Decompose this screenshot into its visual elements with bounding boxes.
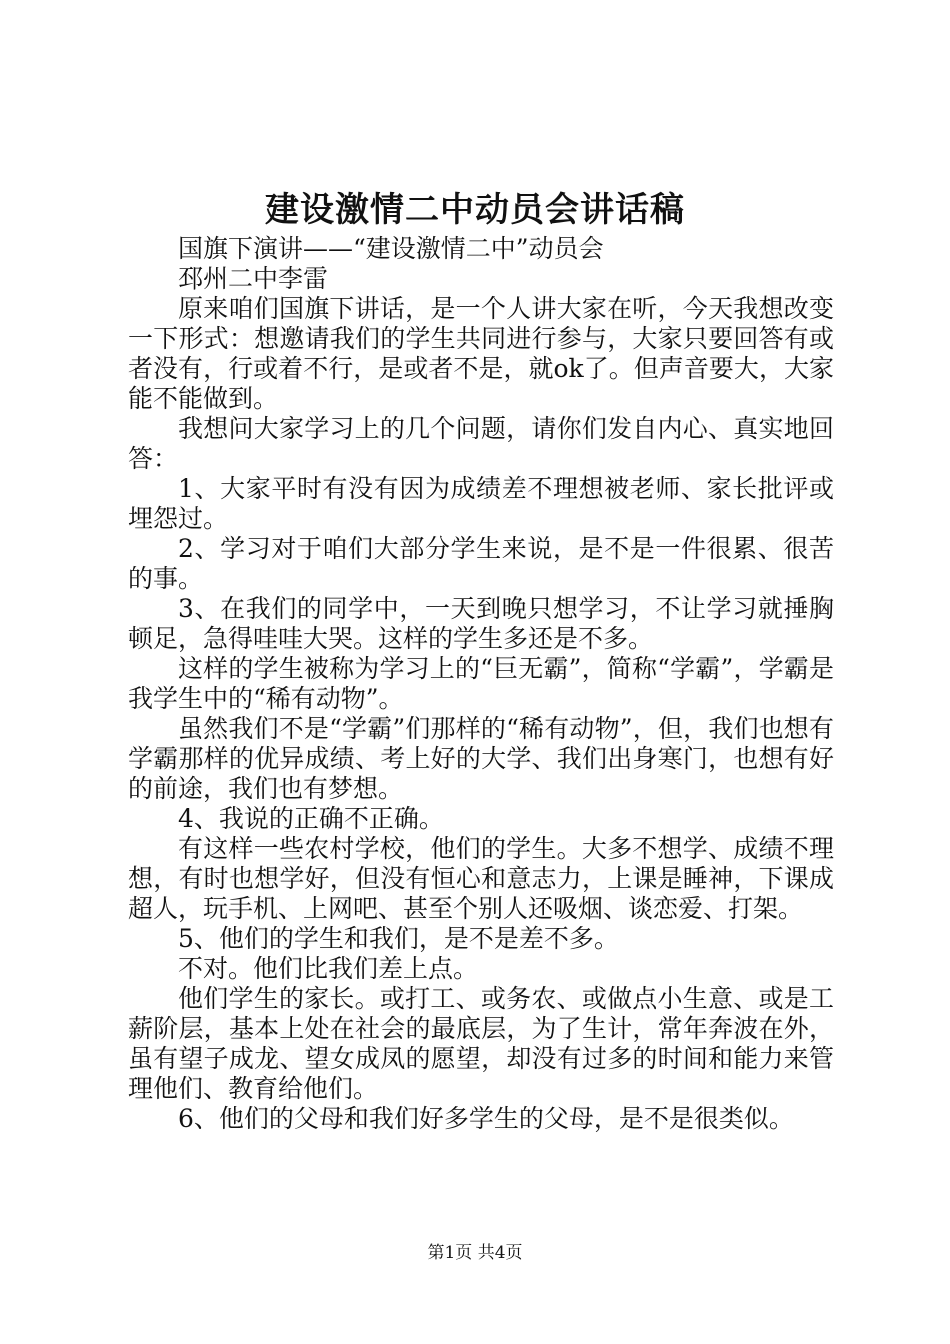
paragraph: 6、他们的父母和我们好多学生的父母，是不是很类似。 [178, 1104, 794, 1133]
paragraph: 虽然我们不是“学霸”们那样的“稀有动物”，但，我们也想有学霸那样的优异成绩、考上好的大学、我们出身寒门，也想有好的前途，我们也有梦想。 [128, 714, 834, 803]
paragraph: 国旗下演讲——“建设激情二中”动员会 [178, 234, 604, 263]
paragraph: 不对。他们比我们差上点。 [178, 954, 479, 983]
paragraph: 1、大家平时有没有因为成绩差不理想被老师、家长批评或埋怨过。 [128, 474, 834, 533]
page-number: 第1页 共4页 [427, 1243, 523, 1263]
paragraph: 2、学习对于咱们大部分学生来说，是不是一件很累、很苦的事。 [128, 534, 834, 593]
paragraph: 这样的学生被称为学习上的“巨无霸”，简称“学霸”，学霸是我学生中的“稀有动物”。 [128, 654, 834, 713]
paragraph: 邳州二中李雷 [178, 264, 329, 293]
paragraph: 我想问大家学习上的几个问题，请你们发自内心、真实地回答： [128, 414, 834, 473]
document-title: 建设激情二中动员会讲话稿 [265, 190, 685, 230]
paragraph: 3、在我们的同学中，一天到晚只想学习，不让学习就捶胸顿足，急得哇哇大哭。这样的学生多还是不多。 [128, 594, 834, 653]
paragraph: 5、他们的学生和我们，是不是差不多。 [178, 924, 619, 953]
paragraph: 他们学生的家长。或打工、或务农、或做点小生意、或是工薪阶层，基本上处在社会的最底层，为了生计，常年奔波在外，虽有望子成龙、望女成凤的愿望，却没有过多的时间和能力来管理他们、教育给他们。 [128, 984, 834, 1103]
paragraph: 原来咱们国旗下讲话，是一个人讲大家在听，今天我想改变一下形式：想邀请我们的学生共同进行参与，大家只要回答有或者没有，行或着不行，是或者不是，就ok了。但声音要大，大家能不能做到。 [128, 294, 834, 413]
paragraph: 4、我说的正确不正确。 [178, 804, 444, 833]
paragraph: 有这样一些农村学校，他们的学生。大多不想学、成绩不理想，有时也想学好，但没有恒心和意志力，上课是睡神，下课成超人，玩手机、上网吧、甚至个别人还吸烟、谈恋爱、打架。 [128, 834, 834, 923]
document-body [128, 234, 834, 1134]
